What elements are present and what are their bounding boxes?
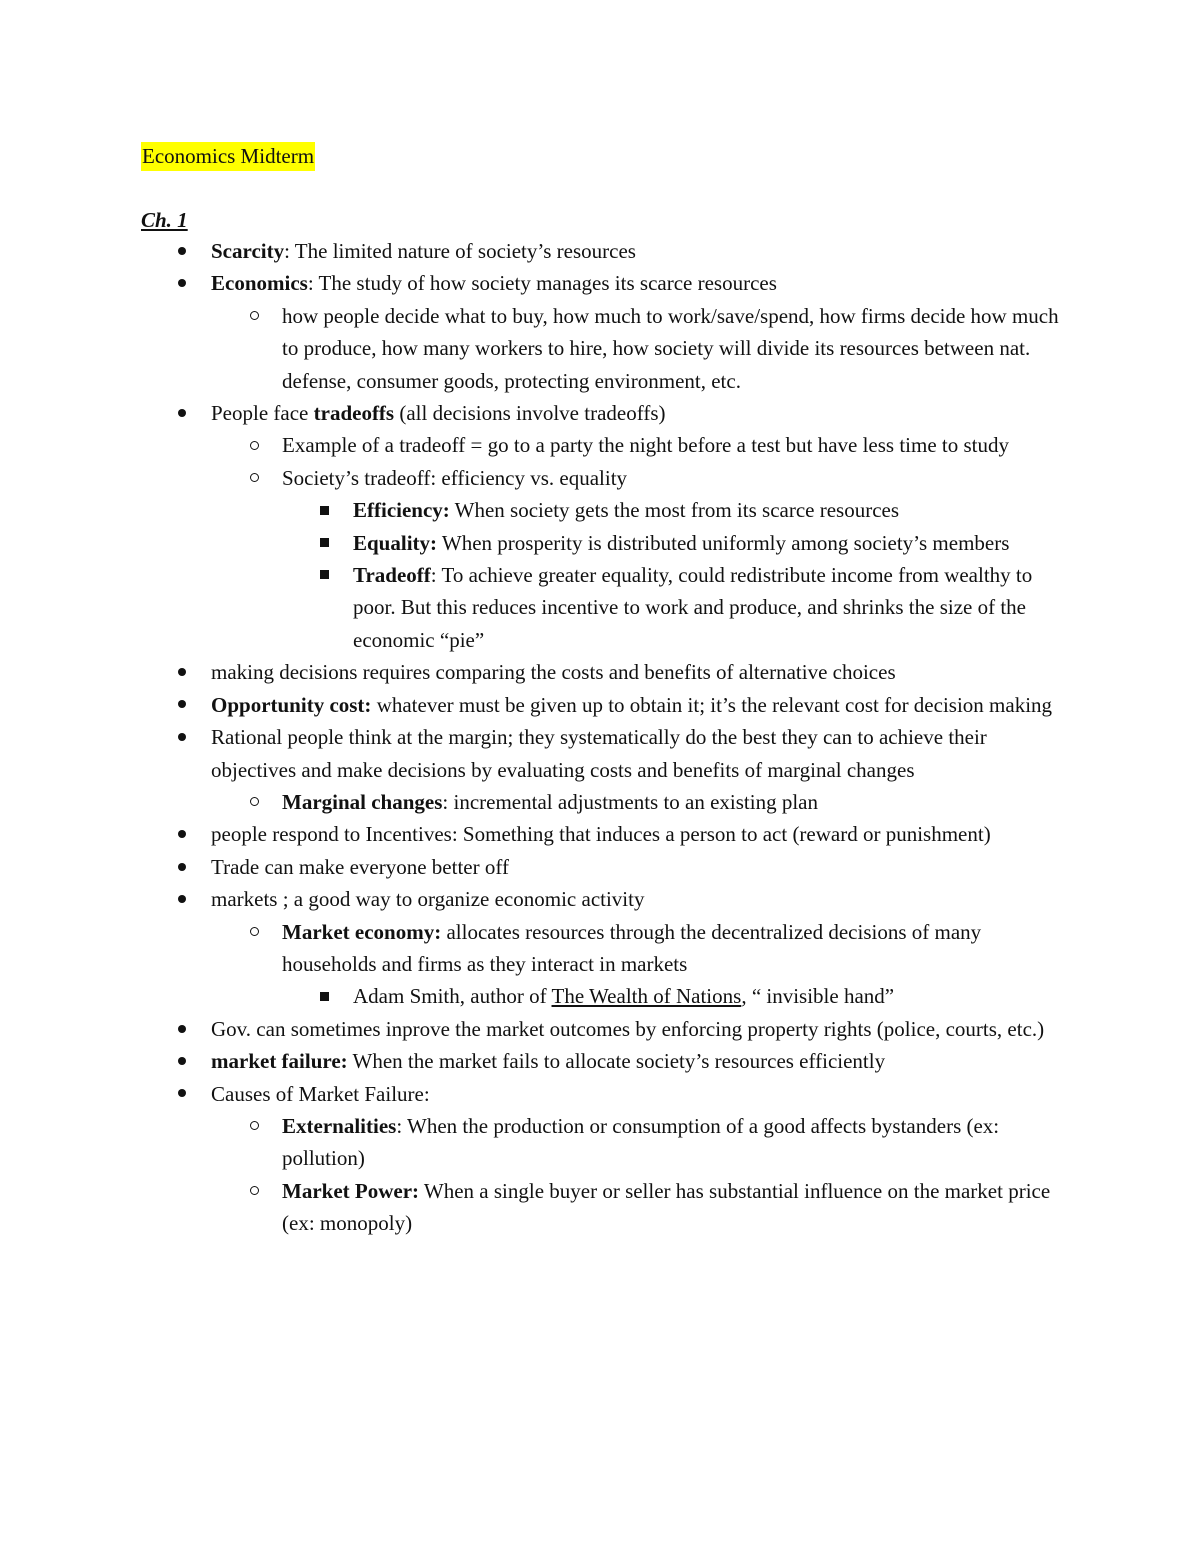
bullet-square-icon bbox=[320, 559, 329, 591]
bullet-dot-icon bbox=[178, 267, 186, 299]
list-item bbox=[0, 429, 1060, 461]
item-prefix: Adam Smith, author of bbox=[353, 984, 552, 1009]
list-item-text bbox=[282, 300, 1060, 397]
list-item bbox=[0, 559, 1033, 656]
item-description: When society gets the most from its scarce resources bbox=[449, 498, 900, 523]
list-item-text bbox=[211, 883, 1059, 915]
item-term: Opportunity cost: bbox=[211, 692, 372, 717]
item-description: Society’s tradeoff: efficiency vs. equality bbox=[282, 465, 628, 490]
bullet-circle-icon bbox=[250, 1110, 259, 1142]
list-item bbox=[0, 1013, 1059, 1045]
list-item-text bbox=[353, 494, 1033, 526]
item-term: Scarcity bbox=[211, 239, 285, 263]
list-item-text bbox=[282, 462, 1060, 494]
book-title: The Wealth of Nations bbox=[551, 984, 742, 1009]
list-item bbox=[0, 980, 1033, 1012]
list-item-text bbox=[211, 397, 1059, 429]
list-item-text bbox=[282, 916, 1060, 981]
list-item bbox=[0, 721, 1059, 786]
item-term: Market economy: bbox=[282, 919, 442, 944]
bullet-dot-icon bbox=[178, 1078, 186, 1110]
chapter-heading: Ch. 1 bbox=[141, 208, 188, 232]
item-term: market failure: bbox=[211, 1049, 348, 1074]
list-item-text bbox=[211, 656, 1059, 688]
bullet-dot-icon bbox=[178, 689, 186, 721]
list-item-text bbox=[211, 1045, 1059, 1077]
list-item bbox=[0, 883, 1059, 915]
list-item-text bbox=[353, 559, 1033, 656]
list-item bbox=[0, 300, 1060, 397]
list-item bbox=[0, 1175, 1060, 1240]
item-description: , “ invisible hand” bbox=[741, 984, 895, 1009]
notes-list bbox=[0, 235, 1200, 1240]
list-item-text bbox=[211, 1013, 1059, 1045]
item-description: whatever must be given up to obtain it; it’s the relevant cost for decision making bbox=[371, 692, 1053, 717]
list-item-text bbox=[353, 527, 1033, 559]
bullet-square-icon bbox=[320, 527, 329, 559]
list-item-text bbox=[282, 1175, 1060, 1240]
list-item-text bbox=[211, 721, 1059, 786]
item-description: When a single buyer or seller has substantial influence on the market price (ex: monopoly) bbox=[282, 1178, 1051, 1236]
list-item-text bbox=[211, 851, 1059, 883]
bullet-circle-icon bbox=[250, 462, 259, 494]
list-item-text bbox=[211, 267, 1059, 299]
list-item bbox=[0, 494, 1033, 526]
bullet-circle-icon bbox=[250, 1175, 259, 1207]
list-item bbox=[0, 397, 1059, 429]
bullet-circle-icon bbox=[250, 300, 259, 332]
list-item bbox=[0, 689, 1059, 721]
item-term: Tradeoff bbox=[353, 563, 431, 588]
item-description: people respond to Incentives: Something that induces a person to act (reward or punishment) bbox=[211, 822, 991, 847]
item-prefix: People face bbox=[211, 401, 314, 426]
item-term: Marginal changes bbox=[282, 789, 443, 814]
item-term: Market Power: bbox=[282, 1178, 420, 1203]
bullet-dot-icon bbox=[178, 397, 186, 429]
list-item-text bbox=[282, 786, 1060, 818]
list-item-text bbox=[211, 818, 1059, 850]
item-description: When prosperity is distributed uniformly among society’s members bbox=[437, 530, 1010, 555]
list-item-text bbox=[211, 1078, 1059, 1110]
list-item bbox=[0, 1110, 1060, 1175]
list-item bbox=[0, 916, 1060, 981]
bullet-dot-icon bbox=[178, 851, 186, 883]
bullet-dot-icon bbox=[178, 721, 186, 753]
document-title: Economics Midterm bbox=[141, 142, 315, 171]
list-item bbox=[0, 527, 1033, 559]
bullet-dot-icon bbox=[178, 883, 186, 915]
item-term: Efficiency: bbox=[353, 498, 450, 523]
list-item bbox=[0, 786, 1060, 818]
bullet-square-icon bbox=[320, 494, 329, 526]
bullet-dot-icon bbox=[178, 1013, 186, 1045]
bullet-square-icon bbox=[320, 980, 329, 1012]
list-item bbox=[0, 818, 1059, 850]
list-item bbox=[0, 267, 1059, 299]
list-item bbox=[0, 1045, 1059, 1077]
list-item-text bbox=[211, 689, 1059, 721]
list-item-text bbox=[282, 429, 1060, 461]
item-description: markets ; a good way to organize economic activity bbox=[211, 887, 645, 912]
list-item bbox=[0, 851, 1059, 883]
item-description: When the market fails to allocate society’s resources efficiently bbox=[347, 1049, 886, 1074]
bullet-dot-icon bbox=[178, 656, 186, 688]
item-description: Gov. can sometimes inprove the market outcomes by enforcing property rights (police, courts, etc.) bbox=[211, 1016, 1045, 1041]
list-item bbox=[0, 1078, 1059, 1110]
item-term: Externalities bbox=[282, 1113, 397, 1138]
bullet-dot-icon bbox=[178, 235, 186, 267]
list-item-text bbox=[282, 1110, 1060, 1175]
item-description: making decisions requires comparing the costs and benefits of alternative choices bbox=[211, 660, 896, 685]
bullet-dot-icon bbox=[178, 1045, 186, 1077]
bullet-circle-icon bbox=[250, 916, 259, 948]
item-description: how people decide what to buy, how much to work/save/spend, how firms decide how much to produce, how many workers to hire, how society will divide its resources between nat. defense, consumer goods, protecting environment, etc. bbox=[282, 303, 1059, 393]
item-description: : To achieve greater equality, could redistribute income from wealthy to poor. But this reduces incentive to work and produce, and shrinks the size of the economic “pie” bbox=[353, 563, 1033, 652]
list-item bbox=[0, 462, 1060, 494]
list-item bbox=[0, 235, 1059, 267]
item-term: Equality: bbox=[353, 530, 438, 555]
item-description: : When the production or consumption of a good affects bystanders (ex: pollution) bbox=[282, 1113, 1000, 1171]
bullet-circle-icon bbox=[250, 429, 259, 461]
item-description: Trade can make everyone better off bbox=[211, 854, 509, 879]
bullet-circle-icon bbox=[250, 786, 259, 818]
list-item bbox=[0, 656, 1059, 688]
item-description: : incremental adjustments to an existing plan bbox=[442, 789, 819, 814]
item-term: Economics bbox=[211, 271, 308, 296]
item-description: Rational people think at the margin; they systematically do the best they can to achieve their objectives and make decisions by evaluating costs and benefits of marginal changes bbox=[211, 725, 987, 782]
item-term: tradeoffs bbox=[313, 401, 395, 426]
list-item-text bbox=[353, 980, 1033, 1012]
item-description: : The limited nature of society’s resources bbox=[284, 239, 636, 263]
item-description: Example of a tradeoff = go to a party the night before a test but have less time to study bbox=[282, 433, 1010, 458]
list-item-text bbox=[211, 235, 1059, 267]
item-description: Causes of Market Failure: bbox=[211, 1081, 430, 1106]
item-description: (all decisions involve tradeoffs) bbox=[394, 401, 666, 426]
bullet-dot-icon bbox=[178, 818, 186, 850]
item-description: allocates resources through the decentralized decisions of many households and firms as they interact in markets bbox=[282, 919, 982, 976]
item-description: : The study of how society manages its scarce resources bbox=[307, 271, 777, 296]
